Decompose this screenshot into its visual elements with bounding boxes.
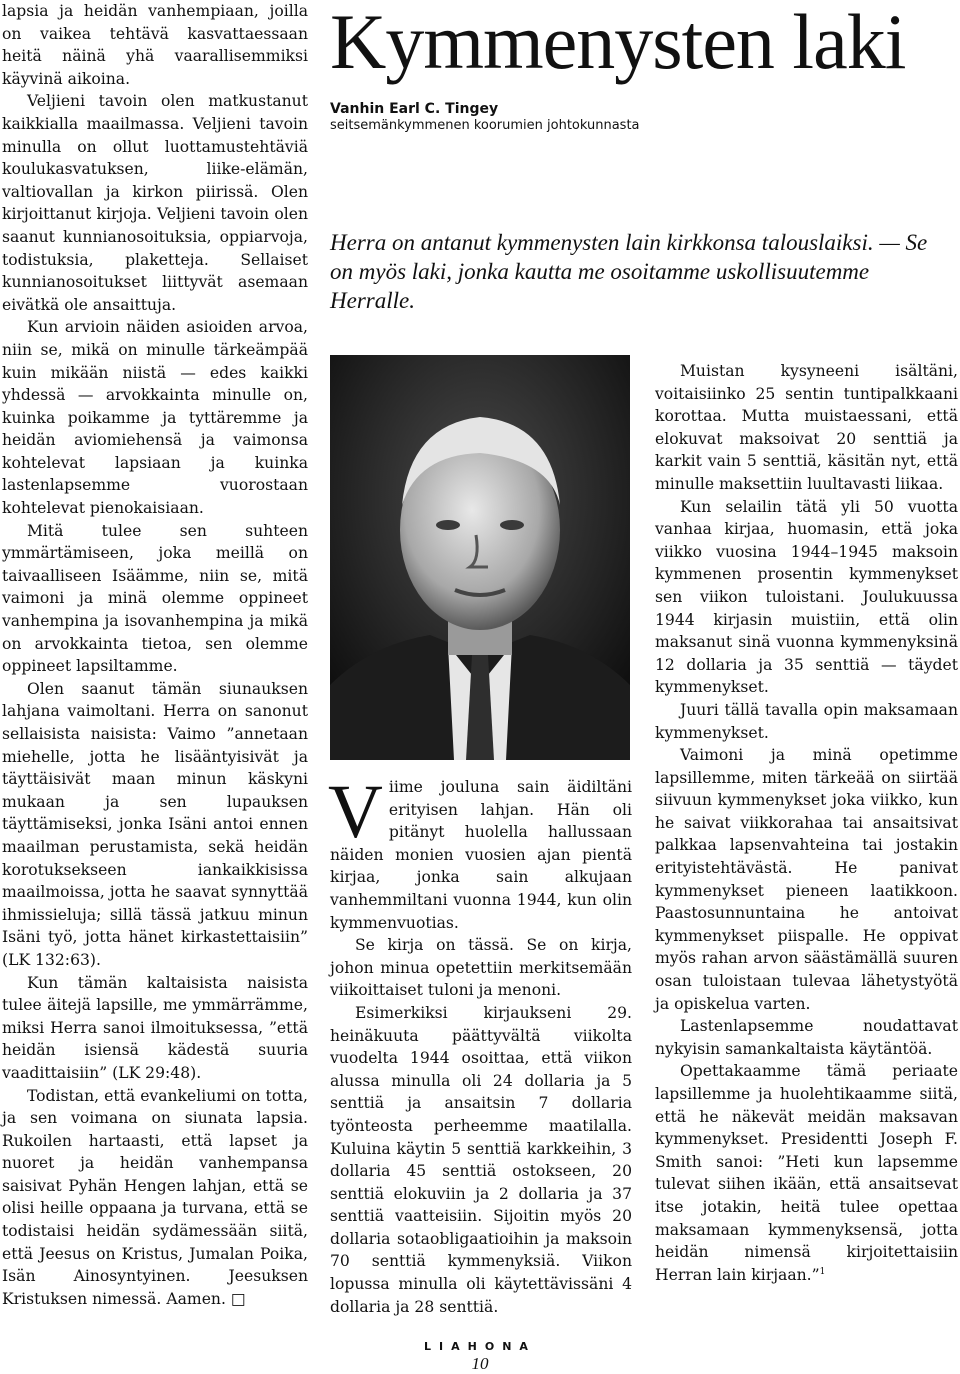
author-name: Vanhin Earl C. Tingey [330, 101, 499, 117]
footnote-marker: 1 [819, 1266, 826, 1277]
paragraph: Vaimoni ja minä opetimme lapsillemme, miten tärkeää on siirtää siivuun kymmenykset joka viikko, kun he saivat viikkorahaa tai ansaitsivat palkkaa lapsenvahteina tai jostakin erityistehtävästä. He panivat kymmenykset pieneen laatikkoon. Paastosunnuntaina he antoivat kymmenykset piispalle. He oppivat myös rahan arvon säästämällä suuren osan tuloistaan tulevaa lähetystyötä ja opiskelua varten. [655, 746, 958, 1013]
author-role: seitsemänkymmenen koorumien johtokunnasta [330, 118, 640, 133]
portrait-image [330, 355, 630, 760]
paragraph: Lastenlapsemme noudattavat nykyisin samankaltaista käytäntöä. [655, 1017, 958, 1058]
paragraph: Veljieni tavoin olen matkustanut kaikkialla maailmassa. Veljieni tavoin minulla on ollut luottamustehtäviä koulukasvatuksen, liike-elämän, valtiovallan ja kirkon piirissä. Olen kirjoittanut kirjoja. Veljieni tavoin olen saanut kunnianosoituksia, oppiarvoja, todistuksia, plaketteja. Sellaiset kunnianosoitukset liittyvät asemaan eivätkä ole ansaittuja. [2, 92, 308, 314]
paragraph: Todistan, että evankeliumi on totta, ja sen voimana on siunata lapsia. Rukoilen hartaasti, että lapset ja nuoret ja heidän vanhempansa saisivat Pyhän Hengen lahjan, että se olisi heille oppaana ja turvana, että se todistaisi heidän sydämessään siitä, että Jeesus on Kristus, Jumalan Poika, Isän Ainosyntyinen. Jeesuksen Kristuksen nimessä. Aamen. □ [2, 1086, 308, 1308]
middle-column [328, 770, 632, 1318]
paragraph: lapsia ja heidän vanhempiaan, joilla on vaikea tehtävä kasvattaessaan heitä näinä yhä vaarallisemmiksi käyvinä aikoina. [2, 2, 308, 88]
paragraph [328, 770, 632, 934]
paragraph: Mitä tulee sen suhteen ymmärtämiseen, joka meillä on taivaalliseen Isäämme, niin se, mitä vaimoni ja minä olemme oppineet vanhempina ja isovanhempina ja mikä on arvokkainta tietoa, sen olemme oppineet lapsiltamme. [2, 521, 308, 676]
left-column [2, 0, 308, 1310]
article-title: Kymmenysten laki [330, 0, 906, 85]
paragraph [655, 1060, 958, 1286]
paragraph: Se kirja on tässä. Se on kirja, johon minua opetettiin merkitsemään viikoittaiset tuloni ja menoni. [330, 936, 632, 1000]
paragraph: Olen saanut tämän siunauksen lahjana vaimoltani. Herra on sanonut sellaisista naisista: Vaimo ”annetaan miehelle, jotta he lisääntyisivät ja täyttäisivät maan minun käskyni mukaan ja sen lupauksen täyttämiseksi, jonka Isäni antoi ennen maailman perustamista, sekä heidän korotuksekseen iankaikkisissa maailmoissa, jotta he saavat synnyttää ihmissieluja; sillä tässä jatkuu minun Isäni työ, jotta hänet kirkastettaisiin” (LK 132:63). [2, 679, 308, 969]
right-column [655, 360, 958, 1286]
paragraph: Juuri tällä tavalla opin maksamaan kymmenykset. [655, 700, 958, 742]
author-portrait [330, 355, 630, 760]
page-number: 10 [471, 1354, 489, 1373]
paragraph: Esimerkiksi kirjaukseni 29. heinäkuuta päättyvältä viikolta vuodelta 1944 osoittaa, että viikon alussa minulla oli 24 dollaria ja 5 senttiä ja ansaitsin 7 dollaria työnteosta perheemme maatilalla. Kuluina käytin 5 senttiä karkkeihin, 3 dollaria 45 senttiä ostokseen, 20 senttiä elokuviin ja 2 dollaria ja 37 senttiä vaatteisiin. Sijoitin myös 20 dollaria sotaobligaatioihin ja maksoin 70 senttiä kymmenyksiä. Viikon lopussa minulla oli käytettävissäni 4 dollaria ja 28 senttiä. [330, 1003, 632, 1316]
magazine-name: LIAHONA [424, 1340, 536, 1353]
drop-cap: V [328, 770, 383, 854]
lead-quote: Herra on antanut kymmenysten lain kirkkonsa talouslaiksi. — Se on myös laki, jonka kautta me osoitamme uskollisuutemme Herralle. [330, 230, 928, 313]
paragraph-text: iime jouluna sain äidiltäni erityisen lahjan. Hän oli pitänyt huolella hallussaan näiden monien vuosien ajan pientä kirjaa, jonka sain alkujaan vanhemmiltani vuonna 1944, kun olin kymmenvuotias. [330, 778, 632, 932]
paragraph: Muistan kysyneeni isältäni, voitaisiinko 25 sentin tuntipalkkaani korottaa. Mutta muistaessani, että elokuvat maksoivat 20 senttiä ja karkit vain 5 senttiä, käsitän nyt, että minulle maksettiin luultavasti liikaa. [655, 362, 958, 493]
paragraph: Kun tämän kaltaisista naisista tulee äitejä lapsille, me ymmärrämme, miksi Herra sanoi ilmoituksessa, ”että heidän isiensä kädestä suuria vaadittaisiin” (LK 29:48). [2, 973, 308, 1082]
paragraph: Kun selailin tätä yli 50 vuotta vanhaa kirjaa, huomasin, että joka viikko vuosina 1944–1945 maksoin kymmenen prosentin kymmenykset sen viikon tuloistani. Joulukuussa 1944 kirjasin muistiin, että olin maksanut sinä vuonna kymmenyksinä 12 dollaria ja 35 senttiä — täydet kymmenykset. [655, 497, 958, 697]
paragraph: Kun arvioin näiden asioiden arvoa, niin se, mikä on minulle tärkeämpää kuin mikään niistä — edes kaikki yhdessä — arvokkainta minulle on, kuinka poikamme ja tyttäremme ja heidän aviomiehensä ja vaimonsa kohtelevat lapsiaan ja kuinka lastenlapsemme vuorostaan kohtelevat pienokaisiaan. [2, 318, 308, 518]
paragraph-text: Opettakaamme tämä periaate lapsillemme ja huolehtikaamme siitä, että he näkevät meidän maksavan kymmenykset. Presidentti Joseph F. Smith sanoi: ”Heti kun lapsemme tulevat siihen ikään, että ansaitsevat itse jotakin, heitä tulee opettaa maksamaan kymmenyksensä, jotta heidän nimensä kirjoitettaisiin Herran lain kirjaan.” [655, 1062, 958, 1284]
